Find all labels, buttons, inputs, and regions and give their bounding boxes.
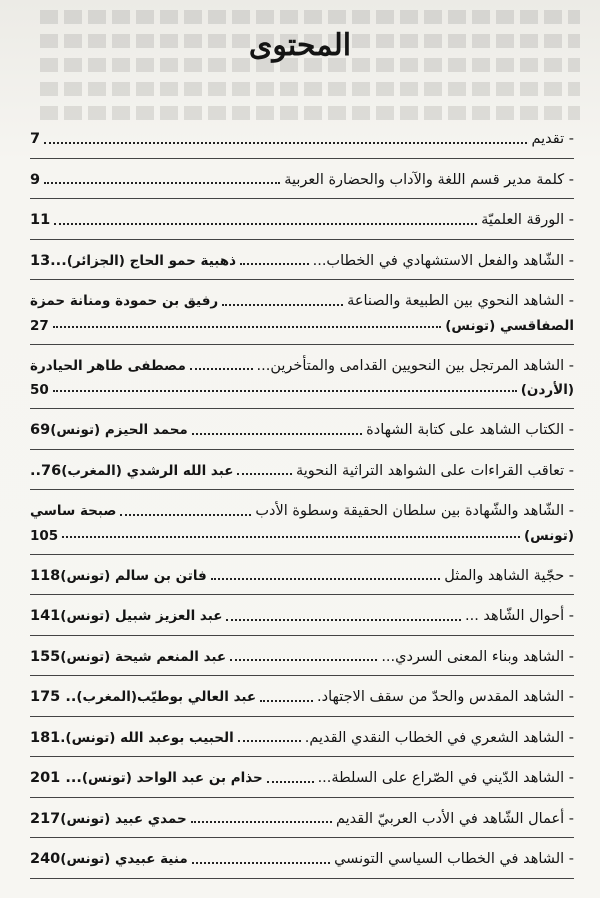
toc-line — [30, 417, 574, 445]
page-number: 9 — [30, 171, 41, 188]
page-number: 240 — [30, 851, 61, 867]
entry-author: صبحة ساسي — [30, 503, 117, 519]
entry-title: - الشاهد النحوي بين الطبيعة والصناعة — [347, 293, 574, 309]
toc-line — [30, 458, 574, 486]
dot-leader — [44, 182, 280, 184]
page-number: 181 — [30, 729, 61, 746]
entry-title: - أعمال الشّاهد في الأدب العربيّ القديم — [335, 810, 574, 827]
toc-line — [30, 603, 574, 631]
dot-leader — [53, 390, 517, 392]
entry-separator — [30, 158, 574, 159]
entry-author: عبد الله الرشدي (المغرب) — [61, 462, 234, 479]
toc-entry — [30, 167, 574, 200]
page-number: 141 — [30, 608, 61, 624]
entry-author-continued: (تونس) — [523, 527, 574, 544]
dot-leader — [211, 578, 440, 580]
entry-author: فاتن بن سالم (تونس) — [60, 567, 207, 584]
toc-entry — [30, 248, 574, 281]
entry-separator — [30, 635, 574, 636]
page-number: 155 — [30, 648, 61, 665]
entry-separator — [30, 198, 574, 199]
dot-leader — [190, 368, 253, 370]
entry-title: - الشاهد الدّيني في الصّراع على السلطة... — [317, 770, 574, 786]
toc-entry — [30, 353, 574, 410]
entry-title: - الشاهد المقدس والحدّ من سقف الاجتهاد. — [317, 689, 574, 705]
toc-entry — [30, 207, 574, 240]
toc-entry — [30, 846, 574, 879]
page-number: 217 — [30, 810, 61, 827]
page-number: 13... — [30, 252, 67, 269]
entry-separator — [30, 675, 574, 676]
entry-separator — [30, 489, 574, 490]
entry-separator — [30, 344, 574, 345]
dot-leader — [191, 821, 332, 823]
page-number: 105 — [30, 527, 59, 544]
entry-author: عبد العزيز شبيل (تونس) — [60, 608, 223, 624]
entry-continuation — [30, 380, 574, 404]
toc-line — [30, 846, 574, 874]
page-number: 175 .. — [30, 689, 77, 705]
entry-title: - تقديم — [531, 131, 574, 147]
entry-separator — [30, 756, 574, 757]
entry-author: محمد الحيزم (تونس) — [50, 422, 188, 438]
entry-title: - الشاهد الشعري في الخطاب النقدي القديم. — [304, 729, 574, 746]
dot-leader — [260, 700, 313, 702]
toc-line — [30, 167, 574, 195]
entry-author: عبد المنعم شيحة (تونس) — [60, 648, 227, 665]
page-number: 50 — [30, 382, 49, 398]
page-number: 27 — [30, 317, 49, 334]
dot-leader — [226, 619, 461, 621]
entry-title: - الشاهد المرتجل بين النحويين القدامى والمتأخرين... — [256, 357, 574, 374]
entry-title: - الكتاب الشاهد على كتابة الشهادة — [366, 422, 574, 438]
toc-entry — [30, 417, 574, 450]
page-number: 69 — [30, 422, 51, 438]
toc-entry — [30, 765, 574, 798]
dot-leader — [222, 304, 343, 306]
toc-line — [30, 353, 574, 381]
toc-line — [30, 765, 574, 793]
toc-entry — [30, 603, 574, 636]
entry-author: ذهبية حمو الحاج (الجزائر) — [66, 252, 237, 269]
entry-author-continued: الصفاقسي (تونس) — [445, 317, 574, 334]
entry-author: الحبيب بوعبد الله (تونس). — [60, 729, 234, 746]
entry-title: - الورقة العلميّة — [481, 212, 574, 228]
toc-line — [30, 207, 574, 235]
toc-entry — [30, 684, 574, 717]
entry-title: - تعاقب القراءات على الشواهد التراثية النحوية — [295, 462, 574, 479]
entry-author-continued: (الأردن) — [520, 382, 574, 398]
toc-line — [30, 563, 574, 591]
dot-leader — [238, 740, 301, 742]
entry-separator — [30, 594, 574, 595]
dot-leader — [192, 862, 330, 864]
toc-line — [30, 806, 574, 834]
toc-entry — [30, 563, 574, 596]
entry-separator — [30, 554, 574, 555]
page-number: 7 — [30, 131, 41, 147]
entry-title: - حجّية الشاهد والمثل — [444, 567, 574, 584]
toc-entry — [30, 458, 574, 491]
page-number: 11 — [30, 212, 51, 228]
entry-title: - الشّاهد والفعل الاستشهادي في الخطاب... — [312, 252, 574, 269]
page-number: ..76 — [30, 462, 62, 479]
toc-line — [30, 126, 574, 154]
entry-author: منية عبيدي (تونس) — [60, 851, 188, 867]
entry-author: عبد العالي بوطيّب(المغرب) — [76, 689, 257, 705]
entry-title: - كلمة مدير قسم اللغة والآداب والحضارة العربية — [284, 171, 574, 188]
dot-leader — [237, 473, 292, 475]
toc-entry — [30, 498, 574, 555]
toc-entry — [30, 288, 574, 345]
table-of-contents — [30, 126, 574, 887]
dot-leader — [267, 781, 314, 783]
entry-author: رفيق بن حمودة ومنانة حمزة — [30, 293, 219, 309]
toc-entry — [30, 644, 574, 677]
entry-author: حذام بن عبد الواحد (تونس) — [81, 770, 263, 786]
toc-entry — [30, 806, 574, 839]
entry-separator — [30, 279, 574, 280]
entry-title: - الشاهد وبناء المعنى السردي... — [381, 648, 574, 665]
dot-leader — [62, 536, 520, 538]
dot-leader — [44, 142, 527, 144]
toc-line — [30, 684, 574, 712]
entry-separator — [30, 837, 574, 838]
entry-separator — [30, 449, 574, 450]
toc-line — [30, 498, 574, 526]
entry-separator — [30, 716, 574, 717]
entry-title: - أحوال الشّاهد ... — [465, 608, 574, 624]
toc-entry — [30, 725, 574, 758]
dot-leader — [230, 659, 377, 661]
page-number: 118 — [30, 567, 61, 584]
entry-separator — [30, 239, 574, 240]
dot-leader — [53, 326, 441, 328]
page-number: 201 ... — [30, 770, 82, 786]
dot-leader — [240, 263, 309, 265]
toc-line — [30, 288, 574, 316]
toc-line — [30, 644, 574, 672]
entry-author: حمدي عبيد (تونس) — [60, 810, 187, 827]
entry-author: مصطفى طاهر الحيادرة — [30, 357, 186, 374]
dot-leader — [120, 514, 251, 516]
toc-line — [30, 248, 574, 276]
entry-continuation — [30, 316, 574, 340]
toc-entry — [30, 126, 574, 159]
entry-title: - الشّاهد والشّهادة بين سلطان الحقيقة وسطوة الأدب — [255, 503, 574, 519]
entry-separator — [30, 797, 574, 798]
entry-title: - الشاهد في الخطاب السياسي التونسي — [334, 851, 574, 867]
dot-leader — [54, 223, 477, 225]
dot-leader — [192, 433, 362, 435]
page-title: المحتوى — [248, 28, 352, 63]
entry-separator — [30, 878, 574, 879]
entry-separator — [30, 408, 574, 409]
toc-line — [30, 725, 574, 753]
entry-continuation — [30, 526, 574, 550]
